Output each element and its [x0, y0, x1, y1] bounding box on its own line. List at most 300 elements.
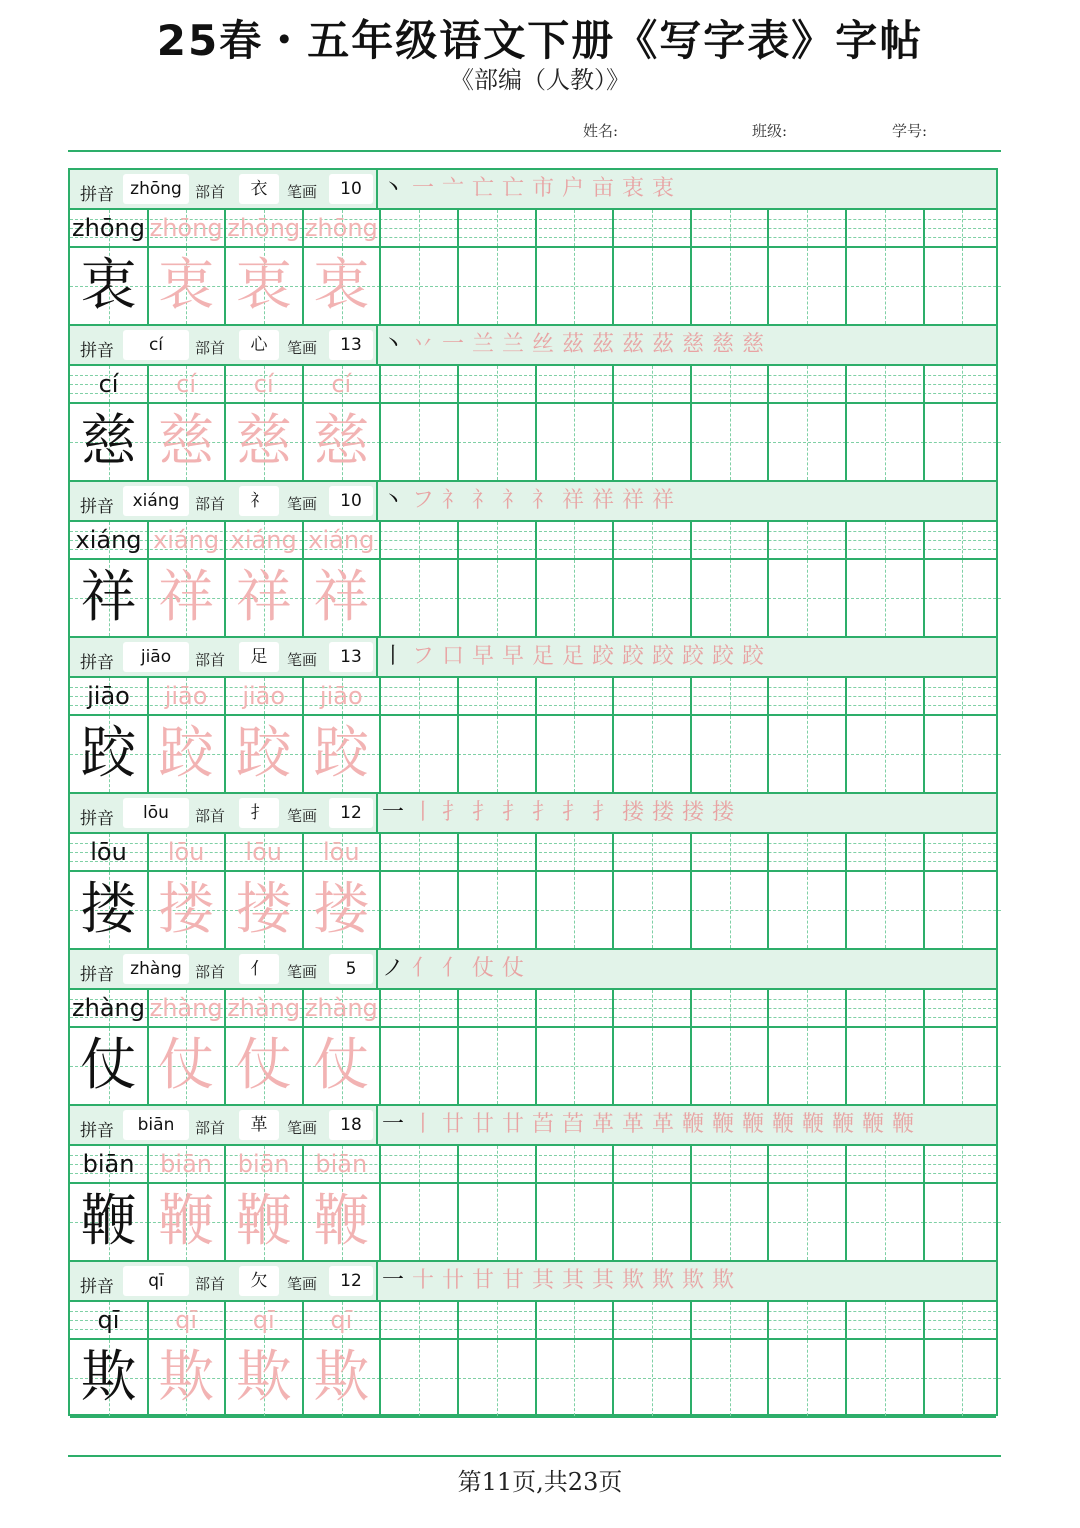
grid-column-line	[845, 1146, 847, 1182]
grid-column-line	[845, 1184, 847, 1260]
pinyin-trace: xiáng	[308, 526, 375, 554]
radical-value: 欠	[239, 1266, 279, 1296]
grid-guide-vertical	[574, 1184, 575, 1260]
character-model: 搂	[80, 877, 137, 942]
pinyin-label: 拼音	[80, 497, 114, 517]
tian-grid-cell-empty	[536, 1028, 614, 1104]
grid-column-line	[690, 872, 692, 948]
grid-column-line	[535, 522, 537, 558]
info-divider	[376, 794, 378, 834]
pinyin-model: zhōng	[72, 214, 145, 242]
tian-grid-cell-empty	[768, 404, 846, 480]
grid-column-line	[379, 872, 381, 948]
pinyin-value: zhàng	[123, 954, 189, 984]
grid-column-line	[302, 678, 304, 714]
character-block	[70, 326, 996, 482]
student-number-label: 学号:	[892, 122, 928, 140]
character-block	[70, 638, 996, 794]
grid-column-line	[302, 560, 304, 636]
grid-column-line	[147, 678, 149, 714]
tian-grid-cell-empty	[768, 716, 846, 792]
pinyin-value: zhōng	[123, 174, 189, 204]
grid-column-line	[612, 990, 614, 1026]
strokes-label: 笔画	[287, 495, 318, 513]
grid-column-line	[147, 1028, 149, 1104]
character-model: 鞭	[80, 1189, 137, 1254]
grid-guide-vertical	[652, 1340, 653, 1416]
grid-column-line	[535, 404, 537, 480]
stroke-order-rest: フ口早早足足跤跤跤跤跤跤	[412, 644, 773, 669]
grid-column-line	[302, 716, 304, 792]
character-practice-row	[70, 872, 996, 950]
character-trace: 慈	[313, 409, 370, 474]
stroke-order-first: 一	[382, 1112, 413, 1137]
grid-column-line	[923, 248, 925, 324]
pinyin-trace: zhōng	[149, 214, 223, 242]
grid-column-line	[767, 872, 769, 948]
tian-grid-cell-empty	[458, 1028, 536, 1104]
grid-guide-vertical	[419, 1340, 420, 1416]
grid-column-line	[535, 1302, 537, 1338]
grid-column-line	[224, 560, 226, 636]
character-trace: 搂	[158, 877, 215, 942]
stroke-order-rest: 丨廿廿廿苩苩革革革鞭鞭鞭鞭鞭鞭鞭鞭	[412, 1112, 923, 1137]
strokes-count: 10	[329, 174, 373, 204]
radical-label: 部首	[195, 963, 226, 981]
grid-guide-vertical	[419, 1028, 420, 1104]
grid-column-line	[147, 404, 149, 480]
tian-grid-cell-empty	[924, 248, 1002, 324]
grid-guide-vertical	[574, 872, 575, 948]
stroke-order	[382, 1264, 992, 1298]
grid-column-line	[147, 872, 149, 948]
grid-guide-vertical	[962, 248, 963, 324]
grid-guide-vertical	[885, 404, 886, 480]
tian-grid-cell-empty	[924, 1184, 1002, 1260]
grid-column-line	[612, 248, 614, 324]
stroke-order-first: 丶	[382, 332, 413, 357]
grid-column-line	[379, 834, 381, 870]
radical-label: 部首	[195, 651, 226, 669]
grid-guide-vertical	[419, 1184, 420, 1260]
radical-value: 心	[239, 330, 279, 360]
grid-guide-vertical	[807, 1028, 808, 1104]
pinyin-trace: zhàng	[227, 994, 301, 1022]
grid-guide-vertical	[574, 248, 575, 324]
tian-grid-cell-empty	[768, 872, 846, 948]
character-trace: 搂	[235, 877, 292, 942]
grid-column-line	[457, 248, 459, 324]
grid-guide-vertical	[962, 872, 963, 948]
grid-column-line	[690, 1340, 692, 1416]
stroke-order	[382, 1108, 992, 1142]
grid-guide-vertical	[885, 1340, 886, 1416]
grid-column-line	[923, 1302, 925, 1338]
pinyin-practice-row	[70, 366, 996, 404]
grid-column-line	[845, 990, 847, 1026]
tian-grid-cell-empty	[613, 404, 691, 480]
grid-guide-vertical	[962, 1184, 963, 1260]
grid-column-line	[147, 716, 149, 792]
character-model: 慈	[80, 409, 137, 474]
grid-guide-vertical	[497, 1028, 498, 1104]
grid-column-line	[457, 716, 459, 792]
character-info-bar	[70, 326, 996, 366]
grid-guide-vertical	[807, 716, 808, 792]
radical-label: 部首	[195, 495, 226, 513]
grid-column-line	[224, 1146, 226, 1182]
tian-grid-cell-empty	[846, 1028, 924, 1104]
character-info-bar	[70, 794, 996, 834]
grid-column-line	[767, 522, 769, 558]
page-subtitle: 《部编（人教）》	[450, 66, 630, 94]
page-number: 第11页,共23页	[457, 1468, 623, 1496]
character-trace: 衷	[235, 253, 292, 318]
grid-guide-vertical	[885, 560, 886, 636]
grid-guide-vertical	[652, 560, 653, 636]
grid-column-line	[224, 834, 226, 870]
grid-column-line	[923, 990, 925, 1026]
grid-guide-vertical	[574, 1340, 575, 1416]
grid-column-line	[224, 1340, 226, 1416]
stroke-order-rest: 亻亻仗仗	[412, 956, 533, 981]
strokes-label: 笔画	[287, 1119, 318, 1137]
strokes-label: 笔画	[287, 807, 318, 825]
character-block	[70, 1262, 996, 1418]
pinyin-label: 拼音	[80, 185, 114, 205]
radical-label: 部首	[195, 1275, 226, 1293]
grid-column-line	[612, 1146, 614, 1182]
class-label: 班级:	[752, 122, 788, 140]
grid-column-line	[690, 716, 692, 792]
grid-guide-vertical	[962, 1028, 963, 1104]
character-block	[70, 950, 996, 1106]
grid-column-line	[612, 834, 614, 870]
tian-grid-cell-empty	[613, 560, 691, 636]
grid-guide-vertical	[807, 1340, 808, 1416]
pinyin-trace: cí	[331, 370, 352, 398]
strokes-count: 12	[329, 1266, 373, 1296]
character-trace: 慈	[158, 409, 215, 474]
stroke-order	[382, 172, 992, 206]
grid-guide-vertical	[497, 560, 498, 636]
character-block	[70, 170, 996, 326]
grid-column-line	[535, 872, 537, 948]
pinyin-trace: lōu	[167, 838, 205, 866]
tian-grid-cell-empty	[458, 248, 536, 324]
grid-column-line	[379, 1340, 381, 1416]
grid-guide-vertical	[574, 1028, 575, 1104]
grid-column-line	[302, 248, 304, 324]
grid-column-line	[379, 1184, 381, 1260]
character-trace: 跤	[158, 721, 215, 786]
tian-grid-cell-empty	[846, 872, 924, 948]
pinyin-value: xiáng	[123, 486, 189, 516]
grid-column-line	[845, 1302, 847, 1338]
grid-column-line	[535, 1146, 537, 1182]
grid-column-line	[147, 1302, 149, 1338]
grid-guide-vertical	[962, 404, 963, 480]
stroke-order-first: 丶	[382, 176, 413, 201]
grid-column-line	[224, 990, 226, 1026]
grid-column-line	[690, 1146, 692, 1182]
pinyin-trace: zhōng	[304, 214, 378, 242]
tian-grid-cell-empty	[691, 560, 769, 636]
info-divider	[376, 170, 378, 210]
pinyin-trace: qī	[252, 1306, 275, 1334]
grid-column-line	[612, 522, 614, 558]
grid-column-line	[147, 990, 149, 1026]
grid-column-line	[147, 560, 149, 636]
tian-grid-cell-empty	[924, 1028, 1002, 1104]
grid-column-line	[690, 990, 692, 1026]
pinyin-practice-row	[70, 1302, 996, 1340]
grid-guide-vertical	[807, 248, 808, 324]
tian-grid-cell-empty	[458, 872, 536, 948]
grid-column-line	[379, 210, 381, 246]
pinyin-trace: qī	[175, 1306, 198, 1334]
grid-column-line	[457, 834, 459, 870]
pinyin-label: 拼音	[80, 653, 114, 673]
grid-column-line	[767, 834, 769, 870]
tian-grid-cell-empty	[924, 872, 1002, 948]
tian-grid-cell-empty	[846, 1340, 924, 1416]
character-info-bar	[70, 1106, 996, 1146]
grid-column-line	[845, 678, 847, 714]
pinyin-trace: jiāo	[164, 682, 208, 710]
grid-column-line	[147, 522, 149, 558]
grid-guide-vertical	[652, 872, 653, 948]
radical-value: 扌	[239, 798, 279, 828]
radical-value: 礻	[239, 486, 279, 516]
grid-column-line	[845, 560, 847, 636]
grid-column-line	[690, 834, 692, 870]
grid-column-line	[147, 834, 149, 870]
pinyin-trace: qī	[330, 1306, 353, 1334]
radical-label: 部首	[195, 1119, 226, 1137]
grid-column-line	[767, 678, 769, 714]
tian-grid-cell-empty	[691, 716, 769, 792]
tian-grid-cell-empty	[536, 560, 614, 636]
strokes-label: 笔画	[287, 651, 318, 669]
grid-column-line	[767, 1184, 769, 1260]
grid-guide-vertical	[419, 560, 420, 636]
grid-column-line	[457, 1340, 459, 1416]
stroke-order-first: ノ	[382, 956, 413, 981]
grid-guide-vertical	[730, 560, 731, 636]
character-practice-row	[70, 1028, 996, 1106]
grid-column-line	[767, 366, 769, 402]
grid-column-line	[690, 678, 692, 714]
grid-column-line	[845, 210, 847, 246]
grid-column-line	[612, 1028, 614, 1104]
character-info-bar	[70, 170, 996, 210]
grid-column-line	[302, 1184, 304, 1260]
radical-label: 部首	[195, 339, 226, 357]
strokes-label: 笔画	[287, 339, 318, 357]
grid-column-line	[302, 210, 304, 246]
tian-grid-cell-empty	[458, 404, 536, 480]
grid-column-line	[690, 1028, 692, 1104]
character-trace: 鞭	[235, 1189, 292, 1254]
grid-column-line	[379, 404, 381, 480]
grid-column-line	[767, 1146, 769, 1182]
grid-guide-vertical	[962, 1340, 963, 1416]
strokes-label: 笔画	[287, 183, 318, 201]
pinyin-model: jiāo	[87, 682, 130, 710]
tian-grid-cell-empty	[536, 716, 614, 792]
grid-column-line	[457, 872, 459, 948]
grid-column-line	[535, 1184, 537, 1260]
character-trace: 仗	[158, 1033, 215, 1098]
tian-grid-cell-empty	[768, 1184, 846, 1260]
grid-guide-vertical	[730, 404, 731, 480]
tian-grid-cell-empty	[846, 248, 924, 324]
pinyin-value: biān	[123, 1110, 189, 1140]
character-practice-row	[70, 1340, 996, 1418]
character-block	[70, 1106, 996, 1262]
grid-column-line	[224, 716, 226, 792]
grid-column-line	[923, 678, 925, 714]
pinyin-trace: cí	[176, 370, 197, 398]
grid-column-line	[379, 1302, 381, 1338]
grid-column-line	[457, 678, 459, 714]
character-model: 仗	[80, 1033, 137, 1098]
stroke-order-rest: フ礻礻礻礻祥祥祥祥	[412, 488, 683, 513]
grid-column-line	[535, 248, 537, 324]
pinyin-label: 拼音	[80, 1121, 114, 1141]
pinyin-model: zhàng	[72, 994, 145, 1022]
pinyin-trace: xiáng	[153, 526, 220, 554]
character-info-bar	[70, 638, 996, 678]
grid-column-line	[845, 834, 847, 870]
grid-column-line	[457, 366, 459, 402]
grid-column-line	[302, 990, 304, 1026]
tian-grid-cell-empty	[691, 404, 769, 480]
grid-column-line	[379, 560, 381, 636]
grid-column-line	[147, 1146, 149, 1182]
grid-column-line	[612, 678, 614, 714]
pinyin-trace: biān	[237, 1150, 290, 1178]
grid-column-line	[147, 1340, 149, 1416]
tian-grid-cell-empty	[536, 1184, 614, 1260]
name-label: 姓名:	[583, 122, 619, 140]
grid-column-line	[923, 872, 925, 948]
tian-grid-cell-empty	[380, 1340, 458, 1416]
stroke-order-rest: 一亠亡亡市户亩衷衷	[412, 176, 683, 201]
pinyin-practice-row	[70, 990, 996, 1028]
tian-grid-cell-empty	[691, 872, 769, 948]
grid-column-line	[147, 248, 149, 324]
character-trace: 欺	[158, 1345, 215, 1410]
character-model: 衷	[80, 253, 137, 318]
grid-column-line	[535, 210, 537, 246]
grid-guide-vertical	[652, 248, 653, 324]
pinyin-label: 拼音	[80, 1277, 114, 1297]
pinyin-trace: zhàng	[149, 994, 223, 1022]
tian-grid-cell-empty	[613, 1028, 691, 1104]
strokes-label: 笔画	[287, 963, 318, 981]
grid-guide-vertical	[574, 716, 575, 792]
grid-column-line	[767, 1302, 769, 1338]
pinyin-model: lōu	[90, 838, 127, 866]
tian-grid-cell-empty	[458, 1184, 536, 1260]
grid-column-line	[845, 716, 847, 792]
pinyin-value: cí	[123, 330, 189, 360]
character-trace: 欺	[313, 1345, 370, 1410]
character-trace: 跤	[313, 721, 370, 786]
grid-column-line	[690, 248, 692, 324]
pinyin-practice-row	[70, 210, 996, 248]
grid-column-line	[690, 1302, 692, 1338]
stroke-order-first: 一	[382, 800, 413, 825]
character-practice-row	[70, 560, 996, 638]
info-divider	[376, 950, 378, 990]
pinyin-trace: xiáng	[230, 526, 297, 554]
grid-column-line	[767, 716, 769, 792]
stroke-order	[382, 952, 992, 986]
character-info-bar	[70, 1262, 996, 1302]
tian-grid-cell-empty	[380, 560, 458, 636]
grid-column-line	[690, 522, 692, 558]
character-model: 祥	[80, 565, 137, 630]
radical-value: 革	[239, 1110, 279, 1140]
character-practice-row	[70, 716, 996, 794]
character-trace: 鞭	[313, 1189, 370, 1254]
grid-column-line	[224, 366, 226, 402]
grid-column-line	[845, 366, 847, 402]
tian-grid-cell-empty	[536, 1340, 614, 1416]
grid-column-line	[923, 366, 925, 402]
tian-grid-cell-empty	[536, 248, 614, 324]
strokes-count: 18	[329, 1110, 373, 1140]
tian-grid-cell-empty	[380, 248, 458, 324]
tian-grid-cell-empty	[458, 1340, 536, 1416]
pinyin-trace: lōu	[245, 838, 282, 866]
tian-grid-cell-empty	[613, 1184, 691, 1260]
grid-column-line	[923, 404, 925, 480]
info-divider	[376, 1106, 378, 1146]
grid-column-line	[845, 248, 847, 324]
tian-grid-cell-empty	[846, 1184, 924, 1260]
tian-grid-cell-empty	[768, 1340, 846, 1416]
tian-grid-cell-empty	[380, 716, 458, 792]
tian-grid-cell-empty	[458, 716, 536, 792]
grid-column-line	[224, 522, 226, 558]
grid-column-line	[612, 560, 614, 636]
grid-column-line	[302, 1340, 304, 1416]
grid-column-line	[224, 404, 226, 480]
grid-column-line	[612, 1302, 614, 1338]
strokes-count: 12	[329, 798, 373, 828]
radical-value: 衣	[239, 174, 279, 204]
grid-guide-vertical	[419, 404, 420, 480]
character-info-bar	[70, 482, 996, 522]
grid-column-line	[302, 1302, 304, 1338]
grid-guide-vertical	[419, 248, 420, 324]
stroke-order-first: 一	[382, 1268, 413, 1293]
radical-value: 亻	[239, 954, 279, 984]
grid-guide-vertical	[807, 872, 808, 948]
stroke-order	[382, 796, 992, 830]
grid-guide-vertical	[574, 560, 575, 636]
info-divider	[376, 326, 378, 366]
grid-column-line	[535, 834, 537, 870]
stroke-order-rest: 丨扌扌扌扌扌扌搂搂搂搂	[412, 800, 743, 825]
pinyin-trace: lōu	[323, 838, 360, 866]
tian-grid-cell-empty	[613, 1340, 691, 1416]
grid-column-line	[535, 1028, 537, 1104]
